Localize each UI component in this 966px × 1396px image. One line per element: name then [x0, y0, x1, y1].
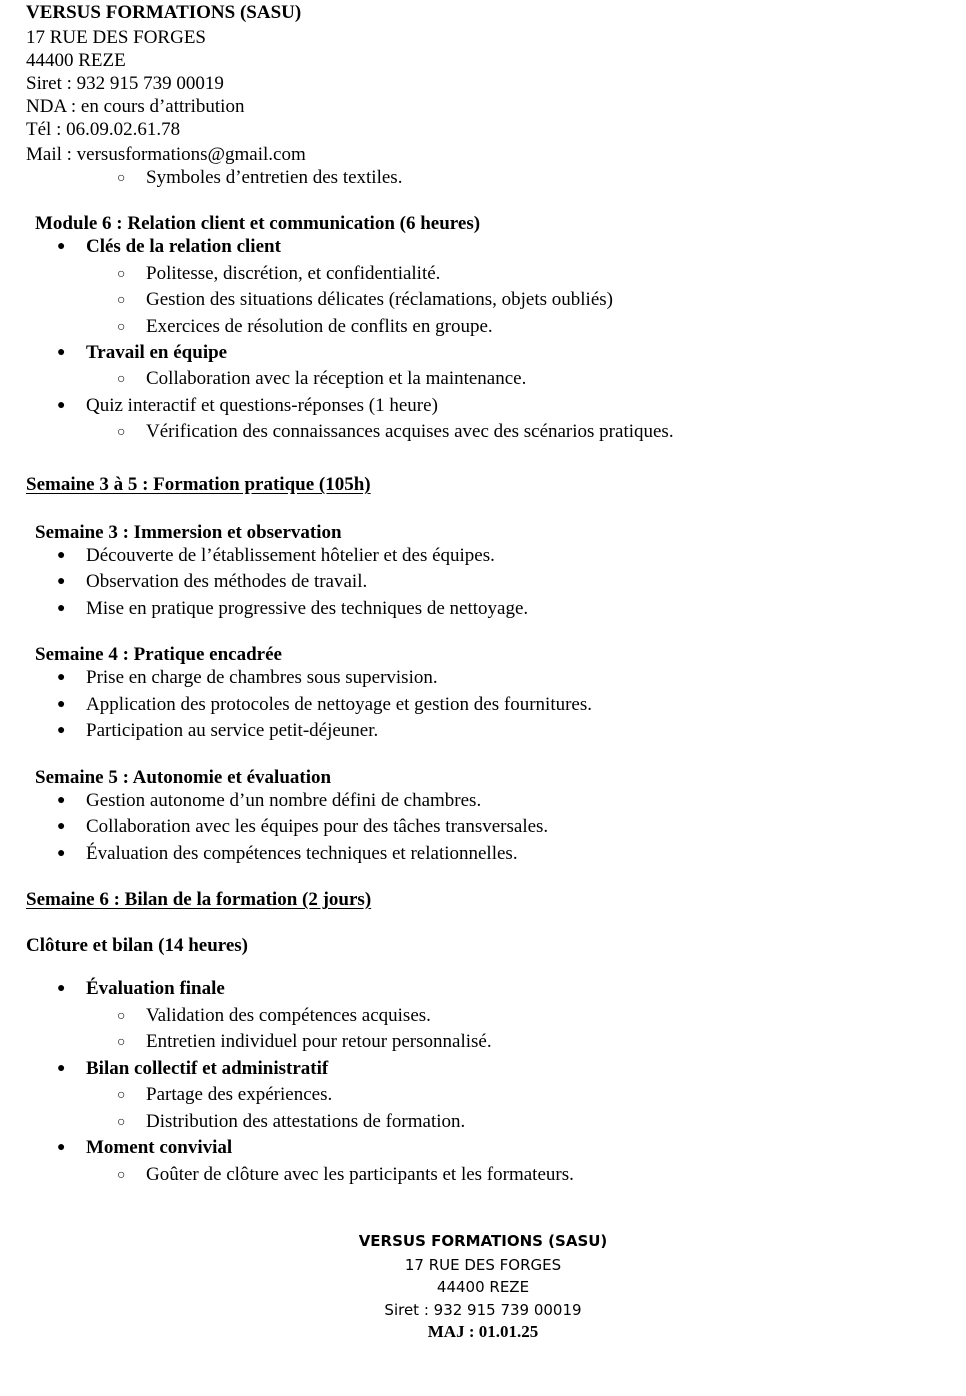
list-item: ● Application des protocoles de nettoyage et gestion des fournitures. — [86, 693, 592, 716]
company-tel: Tél : 06.09.02.61.78 — [26, 119, 181, 140]
footer-street: 17 RUE DES FORGES — [404, 1256, 562, 1274]
bilan-subtitle: Clôture et bilan (14 heures) — [26, 935, 249, 956]
list-item: ○ Goûter de clôture avec les participants et les formateurs. — [146, 1163, 574, 1186]
week-3-title: Semaine 3 : Immersion et observation — [35, 522, 342, 543]
section-title-bilan: Semaine 6 : Bilan de la formation (2 jours) — [26, 889, 372, 910]
company-siret: Siret : 932 915 739 00019 — [26, 73, 224, 94]
list-item: ● Gestion autonome d’un nombre défini de chambres. — [86, 789, 481, 812]
company-mail: Mail : versusformations@gmail.com — [26, 144, 306, 165]
list-item: ○ Exercices de résolution de conflits en groupe. — [146, 315, 493, 338]
list-item: ○ Distribution des attestations de formation. — [146, 1110, 465, 1133]
week-5-title: Semaine 5 : Autonomie et évaluation — [35, 767, 332, 788]
bullet-heading: ● Travail en équipe — [86, 341, 227, 364]
list-item: ○ Vérification des connaissances acquises avec des scénarios pratiques. — [146, 420, 674, 443]
list-item: ● Mise en pratique progressive des techniques de nettoyage. — [86, 597, 528, 620]
bullet-heading: ● Moment convivial — [86, 1136, 232, 1159]
footer-company: VERSUS FORMATIONS (SASU) — [358, 1232, 608, 1250]
list-item: ○ Gestion des situations délicates (réclamations, objets oubliés) — [146, 288, 613, 311]
list-item: ● Observation des méthodes de travail. — [86, 570, 367, 593]
company-street: 17 RUE DES FORGES — [26, 27, 206, 48]
bullet-heading: ● Clés de la relation client — [86, 235, 281, 258]
list-item: ○ Symboles d’entretien des textiles. — [146, 166, 402, 189]
list-item: ○ Collaboration avec la réception et la maintenance. — [146, 367, 526, 390]
bullet-heading: ● Évaluation finale — [86, 977, 225, 1000]
bullet-heading: ● Quiz interactif et questions-réponses (1 heure) — [86, 394, 438, 417]
footer-city: 44400 REZE — [436, 1278, 530, 1296]
list-item: ● Participation au service petit-déjeuner. — [86, 719, 378, 742]
list-item: ○ Validation des compétences acquises. — [146, 1004, 431, 1027]
company-city: 44400 REZE — [26, 50, 126, 71]
company-name: VERSUS FORMATIONS (SASU) — [26, 2, 302, 23]
module-6-title: Module 6 : Relation client et communication (6 heures) — [35, 213, 481, 234]
footer — [0, 1230, 966, 1343]
list-item: ● Découverte de l’établissement hôtelier et des équipes. — [86, 544, 495, 567]
list-item: ○ Partage des expériences. — [146, 1083, 332, 1106]
footer-update-date: MAJ : 01.01.25 — [427, 1322, 539, 1341]
section-title-pratique: Semaine 3 à 5 : Formation pratique (105h) — [26, 474, 371, 495]
footer-siret: Siret : 932 915 739 00019 — [384, 1301, 582, 1319]
bullet-heading: ● Bilan collectif et administratif — [86, 1057, 328, 1080]
list-item: ● Prise en charge de chambres sous supervision. — [86, 666, 438, 689]
company-nda: NDA : en cours d’attribution — [26, 96, 245, 117]
list-item: ● Collaboration avec les équipes pour des tâches transversales. — [86, 815, 548, 838]
week-4-title: Semaine 4 : Pratique encadrée — [35, 644, 282, 665]
list-item: ○ Politesse, discrétion, et confidentialité. — [146, 262, 440, 285]
list-item: ○ Entretien individuel pour retour personnalisé. — [146, 1030, 492, 1053]
list-item: ● Évaluation des compétences techniques et relationnelles. — [86, 842, 518, 865]
